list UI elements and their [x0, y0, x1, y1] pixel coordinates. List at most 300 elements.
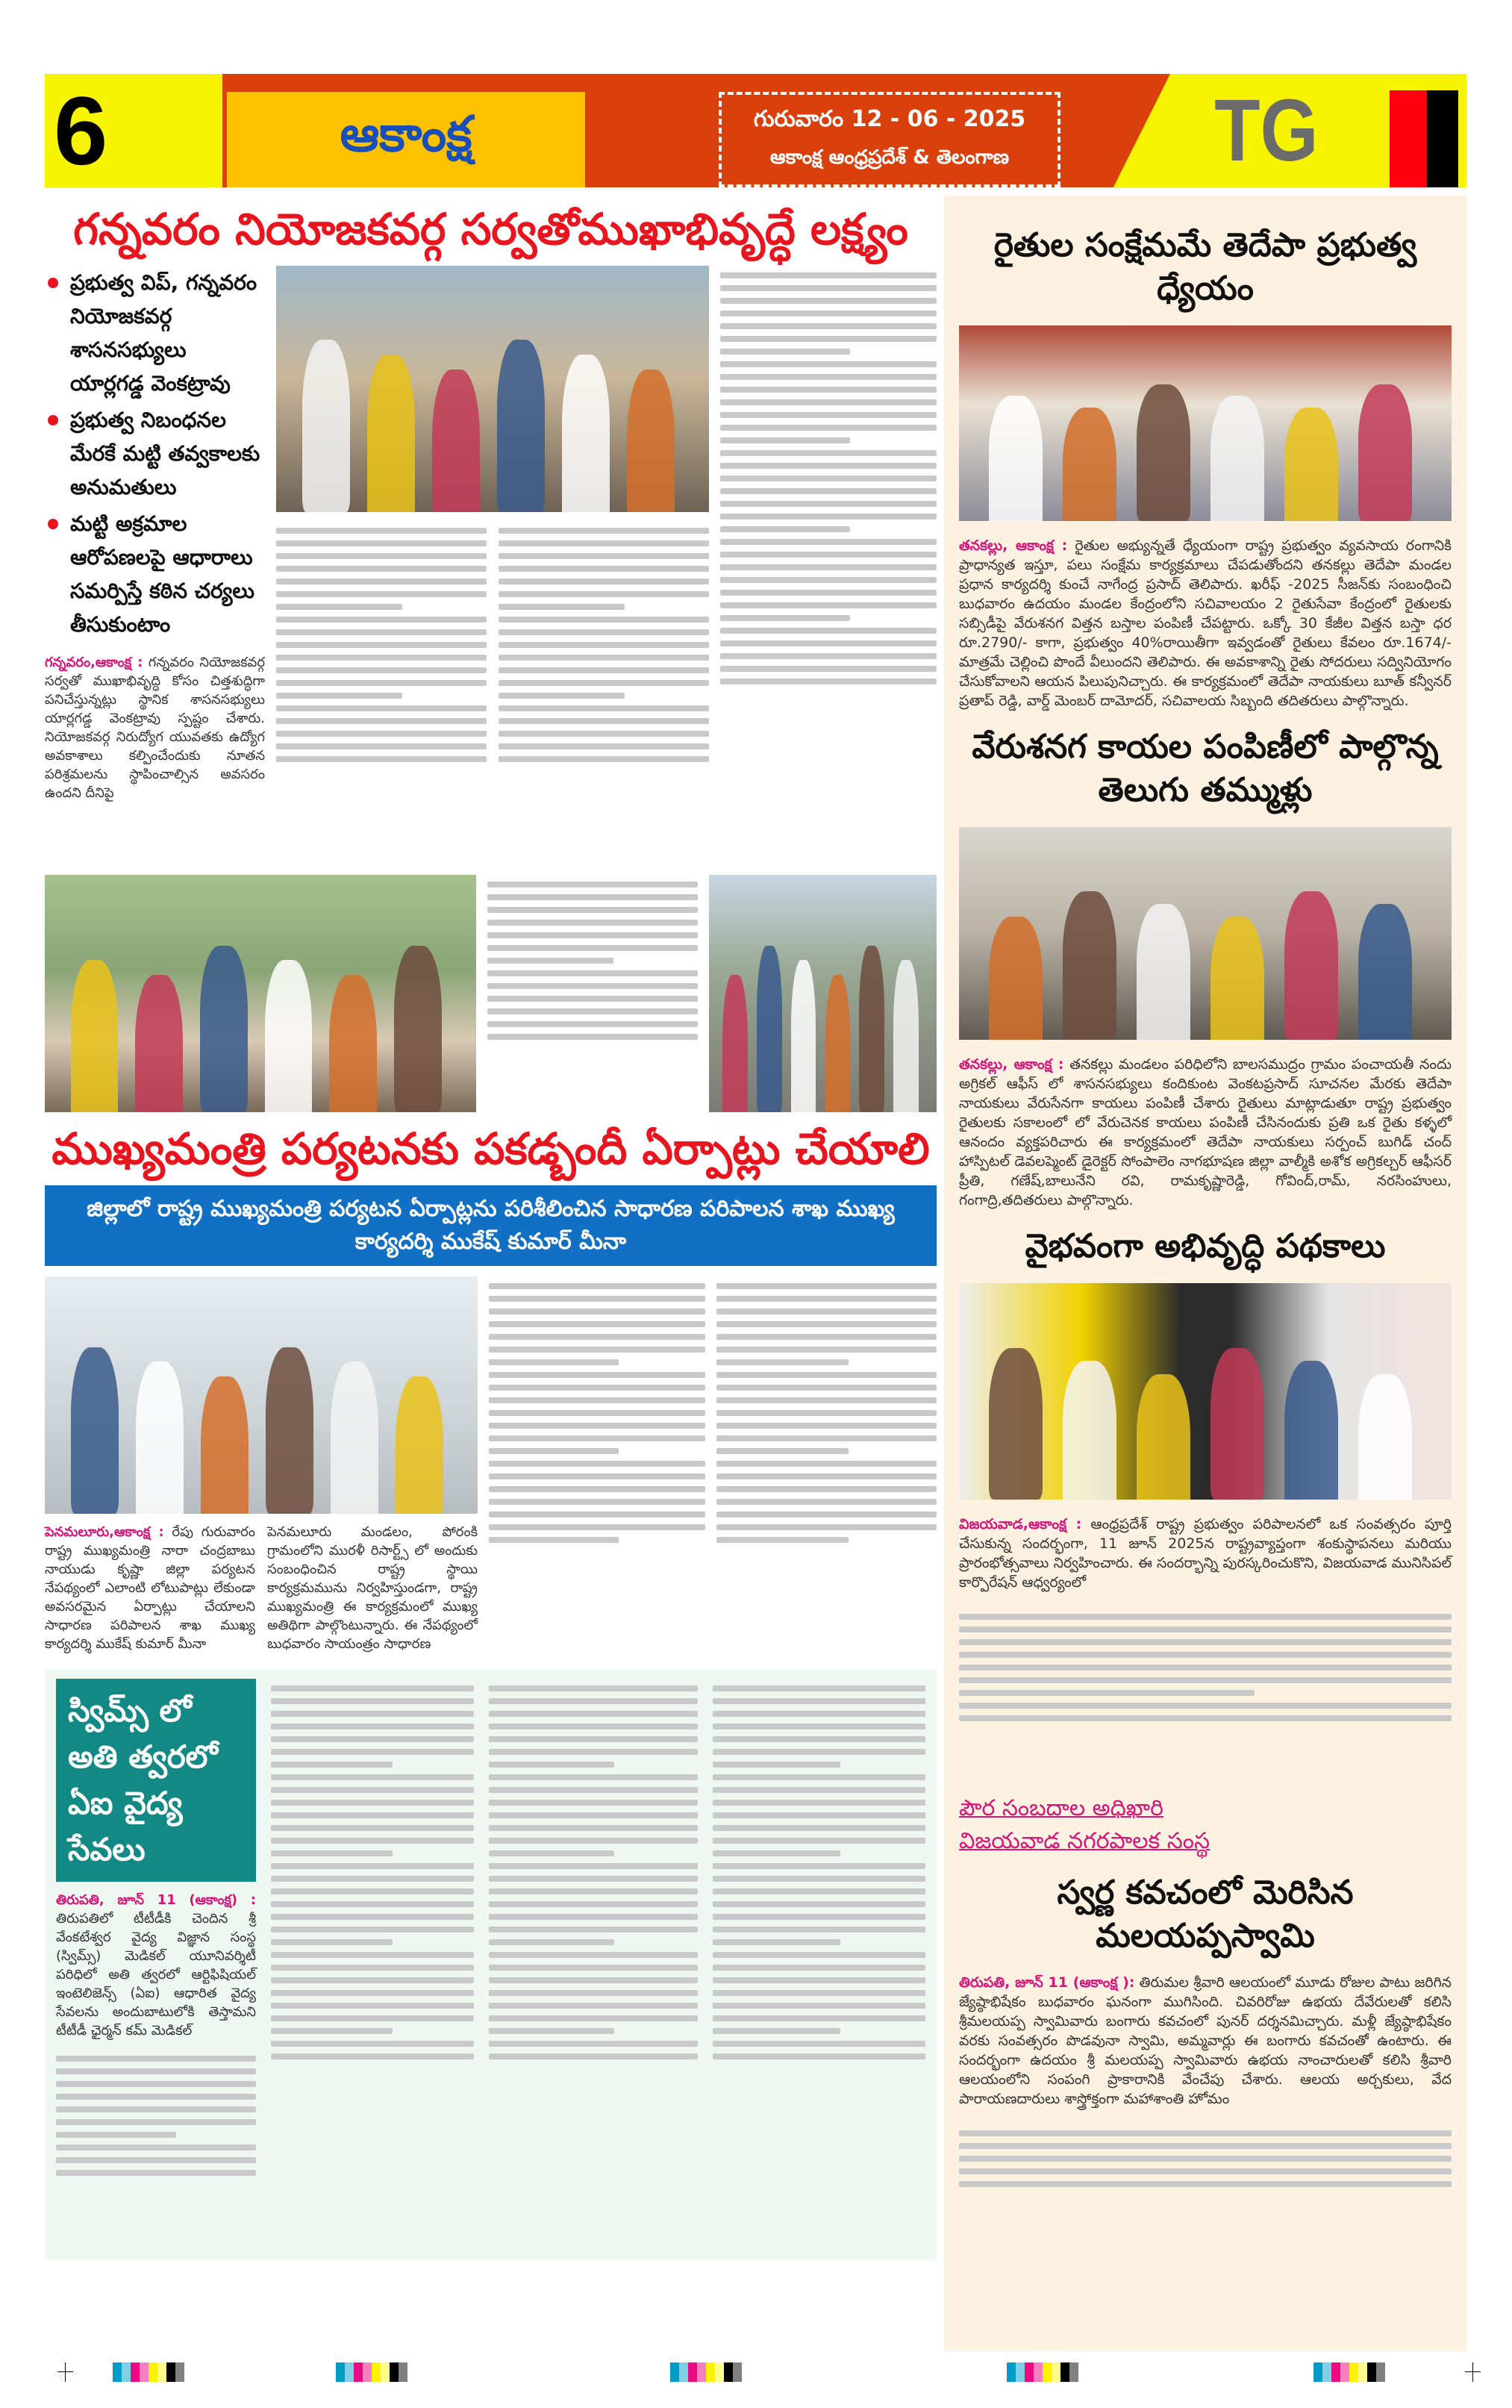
text-line	[959, 1639, 1452, 1645]
color-swatch	[372, 2362, 381, 2382]
text-line	[56, 2119, 256, 2125]
dateline: తిరుపతి, జూన్ 11 (ఆకాంక్ష) :	[56, 1892, 256, 1908]
text-line	[713, 2053, 925, 2059]
headline-groundnut-distribution: వేరుశనగ కాయల పంపిణీలో పాల్గొన్న తెలుగు తమ్ముళ్లు	[972, 728, 1439, 809]
text-line	[271, 2041, 474, 2047]
text-line	[56, 2068, 256, 2074]
text-line	[271, 2003, 474, 2009]
color-swatch	[715, 2362, 724, 2382]
color-swatch	[1313, 2362, 1322, 2382]
text-line	[713, 1990, 925, 1996]
story-lead: గన్నవరం నియోజకవర్గ సర్వతో ముఖాభివృద్ధి కోసం చిత్తశుద్ధిగా పనిచేస్తున్నట్లు స్థానిక శాసనసభ్యులు యార్లగడ్డ వెంకట్రావు స్పష్టం చేశారు. నియోజకవర్గ నిరుద్యోగ యువతకు ఉద్యోగ అవకాశాలు కల్పించేందుకు నూతన పరిశ్రమలను స్థాపించాల్సిన అవసరం ఉందని దీనిపై	[45, 655, 265, 801]
text-line	[713, 1787, 925, 1793]
text-line	[499, 604, 625, 610]
photo-ribbon-cutting	[276, 266, 709, 512]
color-swatch	[670, 2362, 679, 2382]
text-line	[713, 2028, 840, 2034]
photo-figure	[394, 946, 442, 1112]
text-line	[499, 731, 709, 737]
text-line	[489, 1499, 705, 1505]
text-line	[716, 1283, 937, 1289]
text-line	[271, 2053, 474, 2059]
text-line	[713, 2003, 925, 2009]
text-line	[489, 1749, 698, 1755]
text-line	[713, 1977, 925, 1983]
text-line	[716, 1410, 937, 1416]
story-body: తనకల్లు మండలం పరిధిలోని బాలసముద్రం గ్రామం పంచాయతీ నందు అగ్రికల్ ఆఫీస్ లో శాసనసభ్యులు కందికుంట వెంకటప్రసాద్ సూచనల మేరకు తెదేపా నాయకులు వేరుసేనగా కాయలు పంపిణీ చేశారు రైతులు మాట్లాడుతూ రాష్ట్ర ప్రభుత్వం రైతులకు సకాలంలో లో వేరుచెనక కాయలు పంపిణీ చేసినందుకు ప్రతి ఒక రైతు కళ్ళలో ఆనందం వ్యక్తపరిచారు ఈ కార్యక్రమంలో తెదేపా నాయకులు సర్పంచ్ బుగిడ్ చంద్ హాస్పిటల్ డెవలప్మెంట్ డైరెక్టర్ సోంపాలెం నాగభూషణ జిల్లా వాల్మీకి అశోక అగ్రికల్చర్ ఆఫీసర్ ప్రీతి, గణేష్,బాలునేని రవి, రామకృష్ణారెడ్డి, గోవింద్,రామ్, నరసింహులు, గంగాద్రి,తదితరులు పాల్గొన్నారు.	[959, 1056, 1452, 1208]
color-swatch	[733, 2362, 742, 2382]
text-line	[271, 1876, 474, 1882]
text-line	[720, 590, 937, 596]
text-line	[499, 655, 709, 661]
color-swatch	[390, 2362, 399, 2382]
text-line	[489, 1800, 698, 1806]
bullet-item: ప్రభుత్వ విప్, గన్నవరం నియోజకవర్గ శాసనసభ్యులు యార్లగడ్డ వెంకట్రావు	[45, 266, 265, 400]
color-swatch	[1376, 2362, 1385, 2382]
text-line	[499, 617, 709, 623]
photo-figure	[989, 1348, 1043, 1500]
text-line	[489, 1838, 698, 1844]
story-text	[959, 536, 1452, 711]
headline-svims: స్విమ్స్ లో అతి త్వరలో ఏఐ వైద్య సేవలు	[56, 1679, 256, 1882]
color-swatch	[1025, 2362, 1034, 2382]
text-line	[271, 2015, 474, 2021]
photo-figure	[1210, 917, 1265, 1040]
text-line	[499, 693, 625, 699]
text-line	[720, 323, 937, 329]
text-line	[959, 1652, 1452, 1658]
text-line	[276, 566, 487, 572]
text-line	[487, 894, 698, 900]
text-line	[489, 1448, 619, 1454]
text-line	[276, 604, 402, 610]
text-line	[489, 1473, 705, 1479]
text-line	[716, 1448, 849, 1454]
text-line	[489, 1952, 698, 1958]
text-line	[720, 285, 937, 291]
text-line	[56, 2157, 256, 2163]
story-column-text	[720, 266, 937, 863]
color-swatch	[354, 2362, 363, 2382]
photo-figure	[1358, 384, 1413, 521]
text-line	[713, 1927, 925, 1933]
text-line	[720, 349, 850, 355]
text-line	[487, 920, 698, 926]
text-line	[713, 2015, 925, 2021]
highlight-bullets	[45, 266, 265, 644]
text-line	[489, 1537, 619, 1543]
headline-gannavaram: గన్నవరం నియోజకవర్గ సర్వతోముఖాభివృద్ధే లక్ష్యం	[73, 204, 908, 255]
text-line	[489, 1347, 705, 1353]
story-photo-column	[276, 266, 709, 864]
text-line	[271, 1965, 474, 1971]
text-line	[271, 1711, 474, 1717]
text-line	[276, 528, 487, 534]
story-column-text	[489, 1276, 705, 1650]
text-line	[276, 553, 487, 559]
text-line	[713, 1863, 925, 1869]
text-line	[716, 1309, 937, 1314]
text-line	[713, 1876, 925, 1882]
photo-figure	[627, 369, 675, 512]
text-line	[720, 272, 937, 278]
credit-block	[959, 1794, 1452, 1856]
color-swatch	[1331, 2362, 1340, 2382]
photo-figure	[757, 946, 782, 1112]
photo-figure	[1063, 1361, 1117, 1500]
text-line	[716, 1435, 937, 1441]
text-line	[499, 743, 709, 749]
photo-figure	[562, 355, 610, 512]
text-line	[489, 1461, 705, 1467]
text-line	[716, 1499, 937, 1505]
text-line	[489, 1990, 698, 1996]
text-line	[720, 450, 937, 456]
text-line	[713, 1952, 925, 1958]
text-line	[487, 907, 698, 913]
text-line	[959, 1715, 1452, 1721]
headline-farmers-welfare: రైతుల సంక్షేమమే తెదేపా ప్రభుత్వ ధ్యేయం	[993, 226, 1417, 308]
text-line	[271, 1850, 393, 1856]
text-line	[499, 540, 709, 546]
text-line	[487, 932, 698, 938]
text-line	[713, 1698, 925, 1704]
subheadline-box: జిల్లాలో రాష్ట్ర ముఖ్యమంత్రి పర్యటన ఏర్పాట్లను పరిశీలించిన సాధారణ పరిపాలన శాఖ ముఖ్య కార్యదర్శి ముకేష్ కుమార్ మీనా	[45, 1185, 937, 1266]
photo-seed-distribution	[959, 325, 1452, 521]
text-line	[489, 1423, 705, 1429]
photo-figure	[329, 975, 377, 1112]
photo-figure	[989, 917, 1043, 1040]
story-text	[959, 1515, 1452, 1592]
color-swatch	[724, 2362, 733, 2382]
color-swatch	[381, 2362, 390, 2382]
text-line	[959, 1677, 1452, 1683]
color-swatch	[140, 2362, 149, 2382]
photo-figure	[1137, 904, 1191, 1040]
text-line	[720, 564, 937, 570]
photo-figure	[497, 340, 545, 512]
photo-figure	[265, 960, 313, 1112]
photo-figure	[266, 1347, 313, 1514]
text-line	[271, 1888, 474, 1894]
text-line	[716, 1512, 937, 1518]
color-swatch	[1340, 2362, 1349, 2382]
text-line	[276, 718, 487, 724]
text-line	[489, 2015, 698, 2021]
story-column: పెనమలూరు మండలం, పోరంకి గ్రామంలోని మురళీ రిసార్ట్స్ లో అందుకు సంబంధించిన రాష్ట్ర స్థాయి కార్యక్రమమును నిర్వహిస్తుండగా, రాష్ట్ర ముఖ్యమంత్రి ఈ కార్యక్రమంలో ముఖ్య అతిథిగా పాల్గొంటున్నారు. ఈ నేపథ్యంలో బుధవారం సాయంత్రం సాధారణ	[267, 1524, 478, 1652]
text-line	[489, 1787, 698, 1793]
text-line	[713, 1901, 925, 1907]
photo-figure	[1284, 408, 1339, 521]
text-line	[713, 1888, 925, 1894]
text-line	[487, 970, 698, 976]
story-column-text	[276, 521, 487, 864]
story-lead: తిరుపతిలో టీటీడీకి చెందిన శ్రీ వేంకటేశ్వర వైద్య విజ్ఞాన సంస్థ (స్విమ్స్) మెడికల్ యూనివర్శిటీ పరిధిలో అతి త్వరలో ఆర్టిఫిషియల్ ఇంటెలిజెన్స్ (ఏఐ) ఆధారిత వైద్య సేవలను అందుబాటులోకి తెస్తామని టీటీడీ ఛైర్మన్ కమ్ మెడికల్	[56, 1911, 256, 2039]
color-swatch	[363, 2362, 372, 2382]
text-line	[276, 629, 487, 635]
newspaper-logo: ఆకాంక్ష	[227, 92, 585, 187]
text-line	[720, 539, 937, 545]
text-line	[499, 756, 709, 762]
text-line	[271, 1736, 474, 1742]
text-line	[720, 501, 937, 507]
photo-figure	[825, 975, 851, 1112]
text-line	[716, 1486, 937, 1492]
text-line	[489, 1812, 698, 1818]
text-line	[276, 655, 487, 661]
photo-figure	[1358, 904, 1413, 1040]
color-swatch	[1052, 2362, 1060, 2382]
text-line	[56, 2094, 256, 2100]
text-line	[271, 1863, 474, 1869]
text-line	[489, 1309, 705, 1314]
photo-figure	[367, 355, 415, 512]
color-swatch	[1069, 2362, 1078, 2382]
text-line	[276, 743, 487, 749]
text-line	[489, 1685, 698, 1691]
text-line	[720, 514, 937, 520]
text-line	[720, 412, 937, 418]
text-line	[720, 653, 937, 659]
photo-figure	[989, 396, 1043, 521]
photo-figure	[432, 369, 480, 512]
text-line	[489, 1385, 705, 1391]
color-swatch	[1007, 2362, 1016, 2382]
text-line	[499, 718, 709, 724]
text-line	[489, 1965, 698, 1971]
main-news-area	[45, 203, 937, 2259]
registration-mark	[65, 2362, 66, 2382]
text-line	[271, 1698, 474, 1704]
color-swatch	[131, 2362, 140, 2382]
gannavaram-story	[45, 266, 937, 864]
text-line	[499, 591, 709, 597]
page-number: 6	[54, 76, 108, 185]
text-line	[959, 1665, 1452, 1671]
text-line	[56, 2106, 256, 2112]
text-line	[716, 1347, 937, 1353]
text-line	[720, 679, 937, 684]
text-line	[487, 996, 698, 1002]
text-line	[720, 399, 937, 405]
text-line	[499, 667, 709, 673]
story-column-text	[271, 1679, 474, 2246]
text-line	[271, 1952, 474, 1958]
text-line	[276, 680, 487, 686]
text-line	[56, 2056, 256, 2062]
text-line	[720, 640, 937, 646]
story-column	[56, 1891, 256, 2040]
text-line	[489, 2053, 698, 2059]
text-line	[276, 617, 487, 623]
photo-figure	[135, 975, 183, 1112]
story-photo-column	[45, 1276, 478, 1653]
color-swatch	[122, 2362, 131, 2382]
story-column-text	[499, 521, 709, 864]
photo-figure	[859, 946, 884, 1112]
photo-figure	[791, 960, 816, 1112]
text-line	[713, 1838, 925, 1844]
text-line	[720, 666, 937, 672]
text-line	[720, 336, 937, 342]
text-line	[720, 475, 937, 481]
text-line	[959, 1626, 1452, 1632]
text-line	[271, 1787, 474, 1793]
text-line	[271, 1812, 474, 1818]
text-line	[489, 1927, 698, 1933]
color-swatch	[1016, 2362, 1025, 2382]
text-line	[271, 1914, 474, 1920]
text-line	[276, 578, 487, 584]
story-column-text	[487, 875, 698, 1112]
text-line	[720, 361, 937, 367]
text-line	[489, 1397, 705, 1403]
right-sidebar	[944, 196, 1466, 2351]
story-body: రైతుల అభ్యున్నతే ధ్యేయంగా రాష్ట్ర ప్రభుత్వం వ్యవసాయ రంగానికి ప్రాధాన్యత ఇస్తూ, పలు సంక్షేమ కార్యక్రమాలు చేపడుతోందని తనకల్లు తెదేపా మండల ప్రధాన కార్యదర్శి కుంచే నాగేంద్ర ప్రసాద్ తెలిపారు. ఖరీఫ్ -2025 సీజన్‌కు సంబంధించి బుధవారం ఉదయం మండల కేంద్రంలోని సచివాలయం 2 రైతుసేవా కేంద్రంలో రైతులకు సబ్సిడీపై వేరుశనగ విత్తన బస్తాల పంపిణీ చేపట్టారు. ఒక్కో 30 కేజీల విత్తన బస్తా ధర రూ.2790/- కాగా, ప్రభుత్వం 40%రాయితీగా ఇవ్వడంతో రైతులు కేవలం రూ.1674/- మాత్రమే చెల్లించి పొందే వీలుందని తెలిపారు. ఈ అవకాశాన్ని రైతు సోదరులు సద్వినియోగం చేసుకోవాలని ఆయన పిలుపునిచ్చారు. ఈ కార్యక్రమంలో తెదేపా నాయకులు బూత్ కన్వీనర్ ప్రతాప్ రెడ్డి, వార్డ్ మెంబర్ దామోదర్, సచివాలయ సిబ్బంది తదితరులు పాల్గొన్నారు.	[959, 537, 1452, 709]
text-line	[271, 1939, 393, 1945]
story-subcolumns	[276, 521, 709, 864]
text-line	[716, 1397, 937, 1403]
text-line	[489, 1486, 705, 1492]
text-line	[487, 882, 698, 888]
text-line	[720, 298, 937, 304]
color-swatch	[1358, 2362, 1367, 2382]
text-line	[489, 1977, 698, 1983]
text-line	[720, 374, 937, 380]
dateline: తనకల్లు, ఆకాంక్ష :	[959, 1056, 1064, 1073]
text-line	[716, 1372, 937, 1378]
text-line	[499, 578, 709, 584]
text-line	[271, 1990, 474, 1996]
text-line	[489, 1372, 705, 1378]
text-line	[713, 1749, 925, 1755]
color-swatch	[149, 2362, 157, 2382]
story-column-text	[959, 2124, 1452, 2221]
text-line	[489, 1512, 705, 1518]
text-line	[720, 628, 937, 634]
color-calibration-bar	[1313, 2362, 1385, 2382]
story-column-text	[56, 2049, 256, 2251]
photo-figure	[331, 1361, 378, 1514]
text-line	[487, 983, 698, 989]
text-line	[489, 1939, 614, 1945]
photo-figure	[1358, 1374, 1413, 1500]
text-line	[716, 1423, 937, 1429]
text-line	[716, 1524, 937, 1530]
text-line	[56, 2132, 176, 2138]
text-line	[271, 1749, 474, 1755]
text-line	[489, 1321, 705, 1327]
bullet-item: ప్రభుత్వ నిబంధనల మేరకే మట్టి తవ్వకాలకు అనుమతులు	[45, 403, 265, 504]
color-swatch	[166, 2362, 175, 2382]
text-line	[716, 1334, 937, 1340]
photo-figure	[396, 1376, 443, 1514]
text-line	[720, 577, 937, 583]
photo-inspection	[45, 1276, 478, 1514]
date-box	[719, 92, 1060, 187]
text-line	[489, 1774, 698, 1780]
story-column	[45, 1523, 255, 1653]
color-swatch	[336, 2362, 345, 2382]
svims-section	[45, 1670, 937, 2259]
story-text	[959, 1055, 1452, 1210]
text-line	[716, 1461, 937, 1467]
text-line	[487, 1034, 698, 1040]
issue-date: గురువారం 12 - 06 - 2025	[753, 106, 1026, 132]
masthead	[45, 74, 1466, 187]
text-line	[489, 1359, 619, 1365]
color-block	[1390, 90, 1458, 187]
text-line	[489, 1863, 698, 1869]
photo-figure	[200, 946, 248, 1112]
gannavaram-photo-row	[45, 875, 937, 1112]
text-line	[716, 1537, 849, 1543]
text-line	[276, 705, 487, 711]
text-line	[959, 1614, 1452, 1620]
text-line	[713, 1724, 925, 1729]
text-line	[720, 615, 850, 621]
text-line	[720, 311, 937, 316]
text-line	[713, 1812, 925, 1818]
text-line	[489, 1876, 698, 1882]
text-line	[499, 705, 709, 711]
text-line	[713, 1825, 925, 1831]
text-line	[489, 1698, 698, 1704]
photo-figure	[1210, 1348, 1265, 1500]
bullet-item: మట్టి అక్రమాల ఆరోపణలపై ఆధారాలు సమర్పిస్తే కఠిన చర్యలు తీసుకుంటాం	[45, 507, 265, 641]
photo-groundbreaking	[709, 875, 937, 1112]
text-line	[959, 2168, 1452, 2174]
photo-figure	[1063, 408, 1117, 521]
text-line	[959, 2181, 1452, 2187]
text-line	[489, 1283, 705, 1289]
text-line	[487, 945, 698, 951]
color-swatch	[399, 2362, 407, 2382]
story-body: తిరుమల శ్రీవారి ఆలయంలో మూడు రోజుల పాటు జరిగిన జ్యేష్ఠాభిషేకం బుధవారం ఘనంగా ముగిసింది. చివరిరోజు ఉభయ దేవేరులతో కలిసి శ్రీమలయప్ప స్వామివారు బంగారు కవచంలో పునర్ దర్శనమిచ్చారు. మళ్లీ జ్యేష్ఠాభిషేకం వరకు సంవత్సరం పొడవునా స్వామి, అమ్మవార్లు ఈ బంగారు కవచంతో ఉంటారు. ఈ సందర్భంగా ఉదయం శ్రీ మలయప్ప స్వామివారు ఉభయ నాంచారులతో కలిసి శ్రీవారి ఆలయంలోని సంపంగి ప్రాకారానికి వేంచేపు చేశారు. ఆలయ అర్చకులు, వేద పారాయణదారులు శాస్త్రోక్తంగా మహాశాంతి హోమం	[959, 1974, 1452, 2107]
text-line	[271, 1762, 393, 1768]
photo-figure	[71, 1347, 119, 1514]
credit-line: పౌర సంబదాల అధిఖారి	[959, 1795, 1163, 1821]
color-swatch	[688, 2362, 697, 2382]
dateline: తనకల్లు, ఆకాంక్ష :	[959, 537, 1068, 554]
text-line	[271, 1685, 474, 1691]
text-line	[713, 1774, 925, 1780]
photo-figure	[1284, 1361, 1339, 1500]
color-calibration-bar	[670, 2362, 742, 2382]
story-column-text	[489, 1679, 698, 2246]
text-line	[489, 1435, 705, 1441]
text-line	[713, 2041, 925, 2047]
text-line	[489, 2041, 698, 2047]
text-line	[489, 1850, 614, 1856]
headline-cm-tour: ముఖ్యమంత్రి పర్యటనకు పకడ్బందీ ఏర్పాట్లు చేయాలి	[51, 1123, 930, 1174]
color-swatch	[1034, 2362, 1043, 2382]
text-line	[271, 1774, 474, 1780]
headline-malayappa-swamy: స్వర్ణ కవచంలో మెరిసిన మలయప్పస్వామి	[1057, 1874, 1354, 1955]
text-line	[499, 629, 709, 635]
text-line	[489, 1524, 705, 1530]
photo-figure	[1063, 891, 1117, 1041]
text-line	[487, 1008, 698, 1014]
color-swatch	[113, 2362, 122, 2382]
text-line	[713, 1850, 840, 1856]
registration-mark	[1472, 2362, 1473, 2382]
color-swatch	[1322, 2362, 1331, 2382]
text-line	[713, 1965, 925, 1971]
text-line	[720, 463, 937, 469]
text-line	[959, 1703, 1452, 1709]
region-code: TG	[1214, 81, 1319, 180]
